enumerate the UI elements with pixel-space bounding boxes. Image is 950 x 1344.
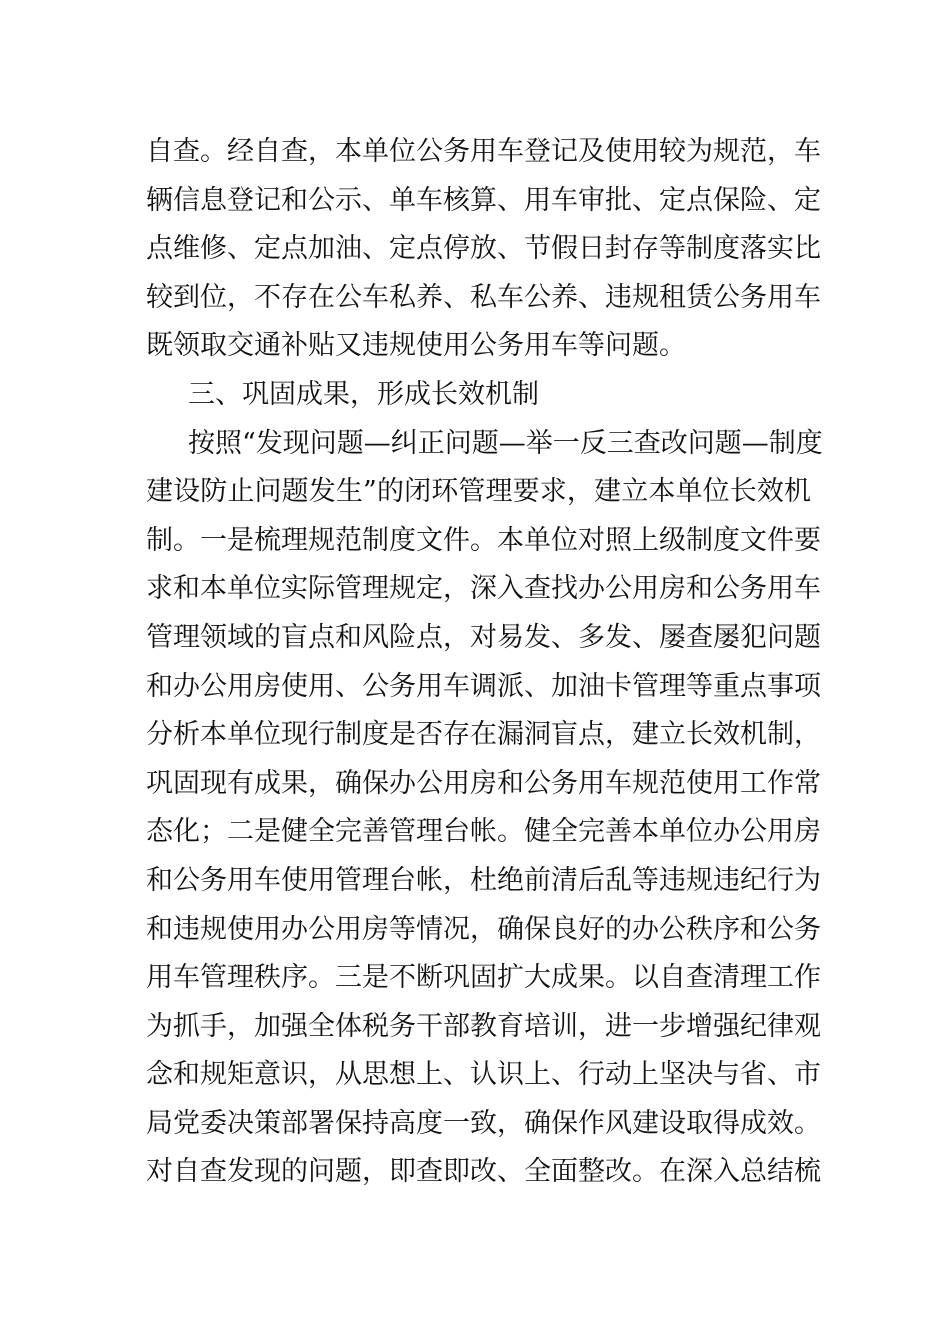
paragraph-line: 为抓手，加强全体税务干部教育培训，进一步增强纪律观 bbox=[146, 1010, 821, 1042]
paragraph-line: 用车管理秩序。三是不断巩固扩大成果。以自查清理工作 bbox=[146, 962, 821, 994]
paragraph-line: 分析本单位现行制度是否存在漏洞盲点，建立长效机制， bbox=[146, 719, 821, 751]
paragraph-line: 建设防止问题发生”的闭环管理要求，建立本单位长效机 bbox=[146, 476, 811, 508]
paragraph-line: 辆信息登记和公示、单车核算、用车审批、定点保险、定 bbox=[146, 184, 821, 216]
paragraph-line: 和公务用车使用管理台帐，杜绝前清后乱等违规违纪行为 bbox=[146, 864, 821, 896]
paragraph-line: 和办公用房使用、公务用车调派、加油卡管理等重点事项 bbox=[146, 670, 821, 702]
paragraph-line: 既领取交通补贴又违规使用公务用车等问题。 bbox=[146, 330, 686, 362]
paragraph-line: 求和本单位实际管理规定，深入查找办公用房和公务用车 bbox=[146, 573, 821, 605]
paragraph-line: 态化；二是健全完善管理台帐。健全完善本单位办公用房 bbox=[146, 816, 821, 848]
paragraph-line: 较到位，不存在公车私养、私车公养、违规租赁公务用车 bbox=[146, 281, 821, 313]
paragraph-line: 制。一是梳理规范制度文件。本单位对照上级制度文件要 bbox=[146, 524, 821, 556]
paragraph-line: 和违规使用办公用房等情况，确保良好的办公秩序和公务 bbox=[146, 913, 821, 945]
section-heading: 三、巩固成果，形成长效机制 bbox=[188, 378, 539, 410]
paragraph-line: 按照“发现问题—纠正问题—举一反三查改问题—制度 bbox=[188, 427, 823, 459]
paragraph-long-term-mechanism bbox=[146, 420, 823, 1198]
paragraph-line: 巩固现有成果，确保办公用房和公务用车规范使用工作常 bbox=[146, 767, 821, 799]
paragraph-self-inspection-result bbox=[146, 128, 821, 371]
paragraph-line: 点维修、定点加油、定点停放、节假日封存等制度落实比 bbox=[146, 233, 821, 265]
paragraph-line: 自查。经自查，本单位公务用车登记及使用较为规范，车 bbox=[146, 136, 821, 167]
document-body bbox=[146, 128, 823, 1197]
paragraph-line: 对自查发现的问题，即查即改、全面整改。在深入总结梳 bbox=[146, 1156, 821, 1188]
paragraph-line: 管理领域的盲点和风险点，对易发、多发、屡查屡犯问题 bbox=[146, 621, 821, 653]
paragraph-line: 局党委决策部署保持高度一致，确保作风建设取得成效。 bbox=[146, 1107, 821, 1139]
paragraph-line: 念和规矩意识，从思想上、认识上、行动上坚决与省、市 bbox=[146, 1059, 821, 1091]
